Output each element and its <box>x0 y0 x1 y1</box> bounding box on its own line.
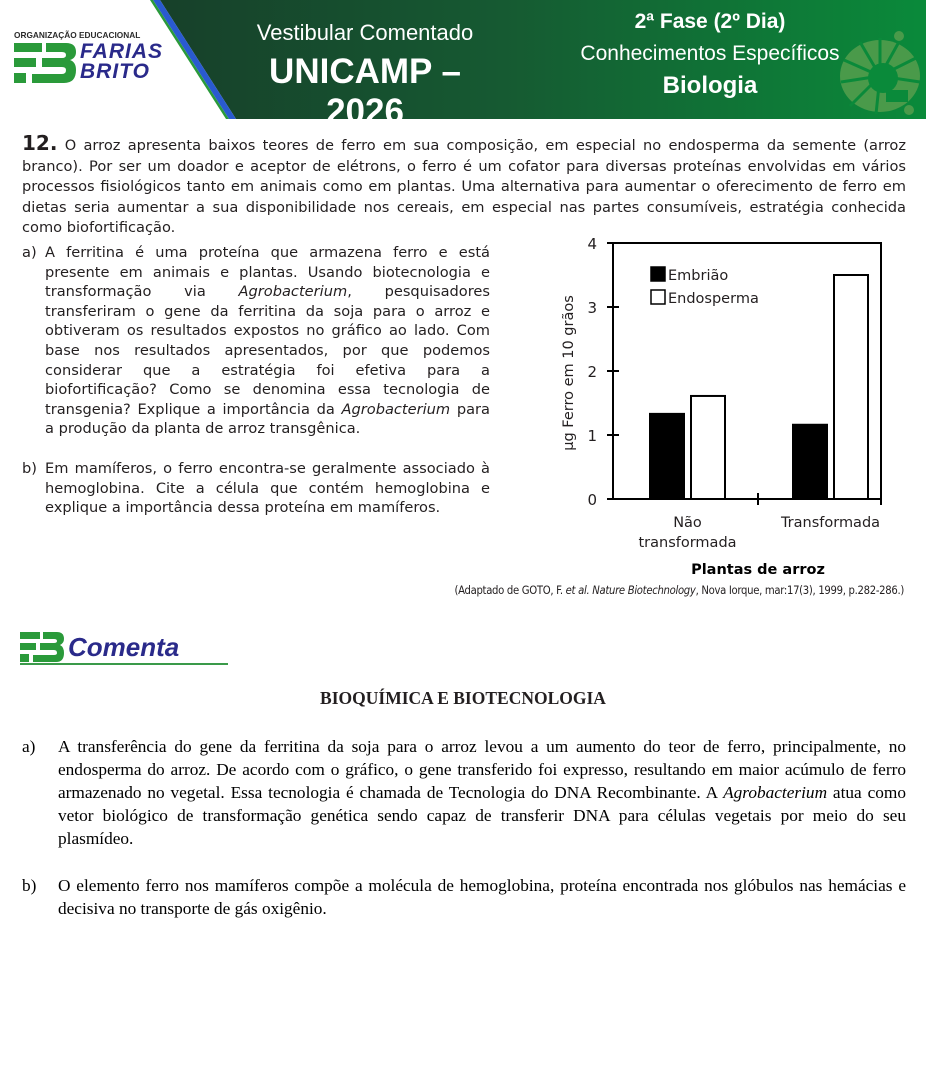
y-tick-label: 2 <box>587 363 597 381</box>
y-tick-label: 0 <box>587 491 597 509</box>
fb-logo-icon <box>20 632 64 662</box>
answer-text: O elemento ferro nos mamíferos compõe a molécula de hemoglobina, proteína encontrada nos glóbulos nas hemácias e decisiva no transporte de gás oxigênio. <box>58 876 906 918</box>
section-title: BIOQUÍMICA E BIOTECNOLOGIA <box>320 688 606 708</box>
x-category-label: transformada <box>638 535 737 551</box>
answer-label: a) <box>22 737 36 756</box>
item-label: b) <box>22 459 37 477</box>
iron-bar-chart <box>555 230 915 590</box>
answer-text-italic: Agrobacterium <box>723 783 828 802</box>
source-text: , Nova Iorque, mar:17(3), 1999, p.282-286.) <box>695 584 904 597</box>
answer-text <box>58 735 906 850</box>
header-title: UNICAMP – 2026 <box>269 52 461 131</box>
comenta-logo <box>20 630 230 666</box>
question-intro-text: O arroz apresenta baixos teores de ferro em sua composição, em especial no endosperma da semente (arroz branco). Por ser um doador e aceptor de elétrons, o ferro é um cofator para diversas proteínas envolvidas em vários processos fisiológicos tanto em animais como em plantas. Uma alternativa para aumentar o oferecimento de ferro em dietas seria aumentar a sua disponibilidade nos cereais, em especial nas partes consumíveis, estratégia conhecida como biofortificação. <box>22 137 907 236</box>
question-items <box>22 243 490 518</box>
item-text-part: A ferritina é uma proteína que armazena ferro e está presente em animais e plantas. Usando biotecnologia e transformação via <box>45 244 490 301</box>
fb-logo-icon <box>14 43 76 83</box>
y-axis-label: µg Ferro em 10 grãos <box>561 295 577 451</box>
y-tick-label: 4 <box>587 235 597 253</box>
answer-b <box>22 874 906 920</box>
answer-label: b) <box>22 876 37 895</box>
item-text: Em mamíferos, o ferro encontra-se geralmente associado à hemoglobina. Cite a célula que contém hemoglobina e explique a importância dessa proteína em mamíferos. <box>45 459 490 517</box>
bar-embrião <box>650 414 684 499</box>
source-italic: et al. <box>565 584 590 597</box>
item-text-part: , pesquisadores transferiram o gene da ferritina da soja para o arroz e obtiveram os resultados expostos no gráfico ao lado. Com base nos resultados apresentados, por que podemos considerar que a estratégia foi efetiva para a biofortificação? Como se denomina essa tecnologia de transgenia? Explique a importância da <box>45 283 490 418</box>
question-number: 12. <box>22 131 58 155</box>
comenta-label: Comenta <box>68 632 180 662</box>
item-text-italic: Agrobacterium <box>341 400 451 418</box>
question-intro <box>22 133 906 239</box>
item-text-italic: Agrobacterium <box>238 283 348 301</box>
page-header <box>0 0 926 131</box>
logo-name-line1: FARIAS <box>80 40 164 63</box>
answer-text-part: A transferência do gene da ferritina da soja para o arroz levou a um aumento do teor de ferro, principalmente, no endosperma do arroz. De acordo com o gráfico, o gene transferido foi expresso, resultando em maior acúmulo de ferro armazenado no vegetal. Essa tecnologia é chamada de Tecnologia do DNA Recombinante. A <box>58 737 906 802</box>
bar-endosperma <box>834 275 868 499</box>
header-subtitle: Vestibular Comentado <box>256 20 474 45</box>
legend-label: Embrião <box>668 268 729 284</box>
x-category-label: Não <box>673 515 702 531</box>
comenta-underline <box>20 663 228 665</box>
answer-a <box>22 735 906 850</box>
source-journal: Nature Biotechnology <box>592 584 696 597</box>
bar-endosperma <box>691 396 725 499</box>
logo-name-line2: BRITO <box>80 60 150 83</box>
exam-subject: Biologia <box>662 72 758 99</box>
legend-label: Endosperma <box>668 291 759 307</box>
source-text: (Adaptado de GOTO, F. <box>454 584 566 597</box>
legend-swatch-endosperma <box>651 290 665 304</box>
exam-phase: 2ª Fase (2º Dia) <box>634 10 786 33</box>
y-tick-label: 3 <box>587 299 597 317</box>
question-item-a <box>22 243 490 439</box>
x-axis-label: Plantas de arroz <box>691 562 825 578</box>
farias-brito-logo <box>14 30 164 90</box>
item-text-part: para a produção da planta de arroz transgênica. <box>45 400 491 438</box>
exam-area: Conhecimentos Específicos <box>580 42 840 65</box>
chart-canvas <box>555 230 915 590</box>
item-text <box>45 243 490 439</box>
x-category-label: Transformada <box>780 515 881 531</box>
legend-swatch-embrião <box>651 267 665 281</box>
bar-embrião <box>793 425 827 499</box>
answer-text-part: atua como vetor biológico de transformação genética sendo capaz de transferir DNA para células vegetais por meio do seu plasmídeo. <box>58 783 906 848</box>
unicamp-logo-icon <box>836 30 926 118</box>
item-label: a) <box>22 244 37 261</box>
org-label: ORGANIZAÇÃO EDUCACIONAL <box>14 30 141 40</box>
question-item-b <box>22 459 490 518</box>
y-tick-label: 1 <box>587 427 597 445</box>
chart-source <box>454 584 904 597</box>
